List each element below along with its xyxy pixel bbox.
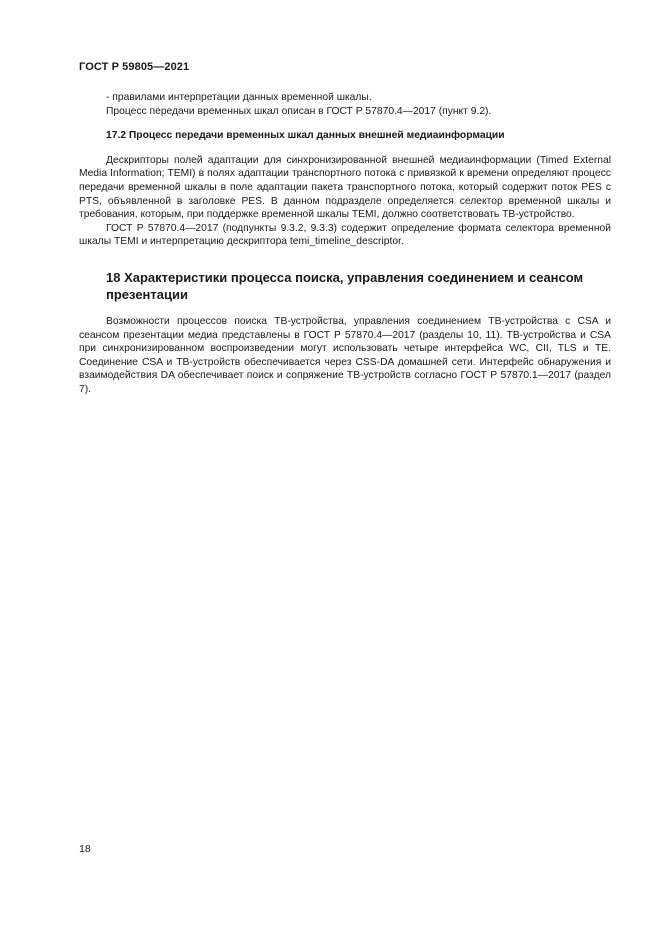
page-content [79,91,611,397]
paragraph: Возможности процессов поиска ТВ-устройства, управления соединением ТВ-устройства с CSA и сеансом презентации медиа представлены в ГОСТ Р 57870.4—2017 (разделы 10, 11). ТВ-устройства и CSA при синхронизированном воспроизведении могут использовать четыре интерфейса WC, CII, TLS и TE. Соединение CSA и ТВ-устройств обеспечивается через CSS-DA домашней сети. Интерфейс обнаружения и взаимодействия DA обеспечивает поиск и сопряжение ТВ-устройств согласно ГОСТ Р 57870.1—2017 (раздел 7). [79,315,611,395]
paragraph: ГОСТ Р 57870.4—2017 (подпункты 9.3.2, 9.3.3) содержит определение формата селектора временной шкалы TEMI и интерпретацию дескриптора temi_timeline_descriptor. [79,222,611,248]
paragraph: Дескрипторы полей адаптации для синхронизированной внешней медиаинформации (Timed External Media Information; TEMI) в полях адаптации транспортного потока с привязкой к времени определяют процесс передачи временной шкалы в поле адаптации пакета транспортного потока, который содержит поток PES с PTS, объявленной в заголовке PES. В данном подразделе определяется селектор временной шкалы и требования, которым, при поддержке временной шкалы TEMI, должно соответствовать ТВ-устройство. [79,154,611,221]
paragraph: Процесс передачи временных шкал описан в ГОСТ Р 57870.4—2017 (пункт 9.2). [106,105,492,117]
page-number: 18 [79,843,91,855]
section-title: 18 Характеристики процесса поиска, управления соединением и сеансом презентации [106,269,584,302]
document-header: ГОСТ Р 59805—2021 [79,61,190,73]
list-item: - правилами интерпретации данных временной шкалы. [106,92,372,103]
subsection-title: 17.2 Процесс передачи временных шкал данных внешней медиаинформации [106,130,505,142]
